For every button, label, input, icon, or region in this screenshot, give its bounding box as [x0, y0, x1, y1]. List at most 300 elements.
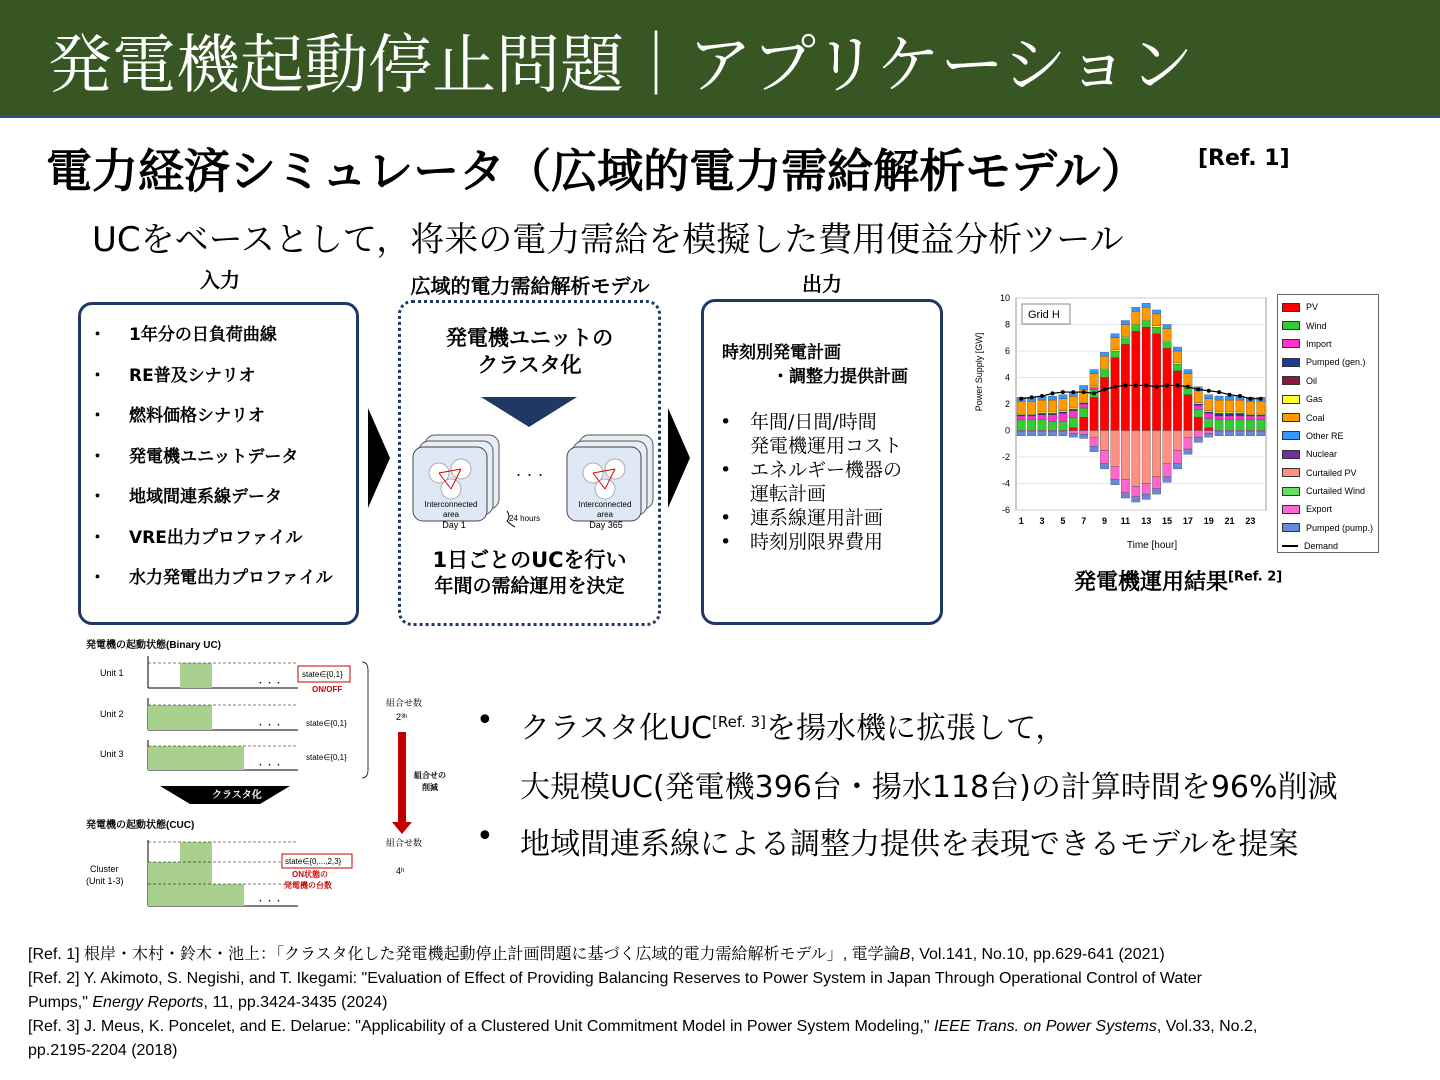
chart-bar	[1225, 420, 1233, 431]
chart-bar	[1152, 314, 1160, 326]
chart-bar	[1059, 411, 1067, 412]
reference-line: Pumps," Energy Reports, 11, pp.3424-3435 (2024)	[28, 994, 388, 1011]
chart-bar	[1111, 338, 1119, 350]
chart-demand-point	[1092, 391, 1096, 395]
chart-bar	[1194, 437, 1202, 442]
reference-line: pp.2195-2204 (2018)	[28, 1042, 178, 1059]
chart-bar	[1017, 415, 1025, 416]
chart-bar	[1257, 413, 1265, 414]
chart-bar	[1017, 420, 1025, 431]
generation-chart	[966, 288, 1276, 556]
chart-bar	[1142, 327, 1150, 430]
chart-bar	[1152, 334, 1160, 431]
chart-bar	[1121, 338, 1129, 345]
chart-bar	[1225, 416, 1233, 420]
chart-bar	[1184, 395, 1192, 431]
chart-bar	[1184, 431, 1192, 438]
chart-bar	[1111, 480, 1119, 485]
chart-demand-point	[1082, 390, 1086, 394]
legend-swatch	[1282, 376, 1300, 385]
chart-bar	[1048, 412, 1056, 413]
output-item: • 時刻別限界費用	[704, 530, 940, 554]
chart-demand-point	[1155, 385, 1159, 389]
chart-bar	[1048, 421, 1056, 430]
chart-bar	[1246, 432, 1254, 436]
legend-item	[1278, 464, 1378, 482]
chart-bar	[1121, 493, 1129, 498]
legend-label: Curtailed Wind	[1306, 486, 1366, 497]
flow-arrow-icon	[368, 408, 390, 508]
chart-bar	[1184, 437, 1192, 449]
chart-bar	[1173, 371, 1181, 431]
reference-line: [Ref. 2] Y. Akimoto, S. Negishi, and T. Ikegami: "Evaluation of Effect of Providing Balancing Reserves to Power System in Japan Through Operational Control of Water	[28, 970, 1202, 987]
cluster-label: Cluster	[90, 864, 119, 874]
combo-count-label: 組合せ数	[386, 838, 423, 848]
references	[28, 943, 1428, 1063]
legend-swatch	[1282, 487, 1300, 496]
state-cluster-label: state∈{0,...,2,3}	[285, 857, 342, 866]
chart-bar	[1069, 431, 1077, 434]
input-item: ・ 発電機ユニットデータ	[81, 437, 356, 478]
chart-x-tick: 11	[1120, 516, 1131, 526]
input-list	[81, 315, 356, 599]
chart-bar	[1173, 450, 1181, 463]
chart-bar	[1069, 409, 1077, 410]
area-label: area	[442, 510, 459, 519]
legend-item	[1278, 335, 1378, 353]
chart-bar	[1205, 428, 1213, 431]
chart-demand-point	[1175, 383, 1179, 387]
chart-bar	[1017, 431, 1025, 432]
chart-bar	[1163, 328, 1171, 340]
chart-legend	[1277, 294, 1379, 553]
chart-bar	[1132, 325, 1140, 332]
chart-bar	[1132, 431, 1140, 487]
chart-bar	[1225, 413, 1233, 416]
legend-label: Gas	[1306, 394, 1323, 405]
slide-title: 発電機起動停止問題｜アプリケーション	[48, 29, 1194, 103]
chart-bar	[1090, 374, 1098, 386]
chart-bar	[1205, 419, 1213, 428]
legend-label: Wind	[1306, 320, 1327, 331]
chart-bar	[1038, 432, 1046, 436]
legend-label: Curtailed PV	[1306, 467, 1357, 478]
chart-bar	[1100, 378, 1108, 431]
legend-swatch	[1282, 505, 1300, 514]
chart-bar	[1152, 327, 1160, 334]
chart-bar	[1090, 387, 1098, 390]
chart-demand-point	[1123, 383, 1127, 387]
chart-bar	[1194, 391, 1202, 403]
legend-label: Pumped (gen.)	[1306, 357, 1366, 368]
chart-caption-text: 発電機運用結果	[1074, 570, 1229, 595]
chart-bar	[1142, 494, 1150, 499]
legend-item	[1278, 390, 1378, 408]
chart-bar	[1048, 432, 1056, 436]
chart-y-tick: 8	[1004, 319, 1010, 330]
description: UCをベースとして，将来の電力需給を模擬した費用便益分析ツール	[92, 220, 1124, 260]
chart-bar	[1225, 432, 1233, 436]
legend-label: PV	[1306, 302, 1319, 313]
chart-bar	[1132, 486, 1140, 497]
chart-bar	[1080, 408, 1088, 417]
chart-bar	[1027, 415, 1035, 416]
legend-swatch	[1282, 431, 1300, 440]
chart-bar	[1215, 396, 1223, 400]
chart-bar	[1194, 417, 1202, 430]
chart-bar	[1257, 432, 1265, 436]
chart-bar	[1090, 431, 1098, 438]
plot-ellipsis: ・・・	[256, 720, 284, 730]
legend-item	[1278, 353, 1378, 371]
uc-cluster-diagram	[80, 636, 450, 926]
chart-bar	[1142, 303, 1150, 307]
legend-item	[1278, 298, 1378, 316]
chart-demand-point	[1071, 390, 1075, 394]
chart-bar	[1163, 348, 1171, 430]
model-heading: 広域的電力需給解析モデル	[410, 274, 650, 298]
chart-x-tick: 7	[1081, 516, 1087, 526]
chart-bar	[1225, 400, 1233, 412]
chart-bar	[1069, 428, 1077, 431]
combo-count-binary: 2³ʰ	[396, 712, 408, 722]
legend-label: Oil	[1306, 375, 1317, 386]
chart-bar	[1173, 347, 1181, 351]
legend-item	[1278, 316, 1378, 334]
chart-bar	[1059, 421, 1067, 430]
chart-bar	[1038, 400, 1046, 412]
chart-bar	[1246, 431, 1254, 432]
chart-demand-point	[1113, 385, 1117, 389]
chart-bar	[1236, 416, 1244, 420]
chart-bar	[1215, 416, 1223, 420]
chart-bar	[1142, 484, 1150, 495]
chart-bar	[1257, 415, 1265, 416]
input-item: ・ 水力発電出力プロファイル	[81, 558, 356, 599]
chart-bar	[1080, 431, 1088, 435]
chart-demand-point	[1186, 385, 1190, 389]
chart-bar	[1017, 401, 1025, 413]
model-box	[398, 300, 661, 626]
chart-x-tick: 19	[1203, 516, 1214, 526]
reduce-label: 削減	[422, 783, 438, 792]
chart-bar	[1132, 311, 1140, 323]
chart-bar	[1215, 432, 1223, 436]
chart-bar	[1017, 432, 1025, 436]
legend-swatch	[1282, 395, 1300, 404]
chart-bar	[1048, 413, 1056, 414]
output-list	[704, 410, 940, 554]
chart-bar	[1184, 374, 1192, 386]
chart-bar	[1205, 411, 1213, 412]
input-item: ・ 地域間連系線データ	[81, 477, 356, 518]
output-title: ・調整力提供計画	[772, 367, 908, 387]
chart-bar	[1152, 477, 1160, 489]
chart-bar	[1142, 321, 1150, 328]
chart-bar	[1142, 307, 1150, 319]
chart-x-tick: 5	[1060, 516, 1066, 526]
chart-caption-ref: [Ref. 2]	[1228, 569, 1283, 585]
output-heading: 出力	[802, 272, 842, 296]
chart-bar	[1111, 350, 1119, 351]
chart-bar	[1184, 449, 1192, 454]
chart-bar	[1225, 412, 1233, 413]
chart-demand-point	[1040, 394, 1044, 398]
chart-bar	[1100, 450, 1108, 463]
chart-bar	[1100, 464, 1108, 469]
legend-swatch	[1282, 339, 1300, 348]
reference-line: [Ref. 3] J. Meus, K. Poncelet, and E. Delarue: "Applicability of a Clustered Unit Commitment Model in Power System Modeling," IEEE Trans. on Power Systems, Vol.33, No.2,	[28, 1018, 1258, 1035]
chart-bar	[1205, 413, 1213, 418]
chart-demand-point	[1238, 394, 1242, 398]
chart-bar	[1257, 401, 1265, 413]
legend-item	[1278, 445, 1378, 463]
combo-count-cluster: 4ʰ	[396, 866, 405, 876]
legend-label: Pumped (pump.)	[1306, 522, 1374, 533]
chart-y-axis-label: Power Supply [GW]	[974, 332, 984, 412]
chart-demand-point	[1228, 393, 1232, 397]
chart-bar	[1173, 363, 1181, 364]
on-off-label: ON/OFF	[312, 685, 343, 694]
chart-demand-point	[1165, 383, 1169, 387]
chart-bar	[1027, 431, 1035, 432]
chart-bar	[1059, 399, 1067, 411]
legend-item	[1278, 427, 1378, 445]
chart-bar	[1173, 464, 1181, 469]
chart-bar	[1236, 413, 1244, 416]
chart-bar	[1163, 325, 1171, 329]
chart-bar	[1090, 437, 1098, 446]
chart-bar	[1121, 480, 1129, 493]
chart-x-tick: 9	[1102, 516, 1108, 526]
chart-demand-point	[1259, 397, 1263, 401]
section-heading-ref: [Ref. 1]	[1198, 146, 1290, 171]
chart-bar	[1048, 431, 1056, 432]
plot-ellipsis: ・・・	[256, 896, 284, 906]
day-first-label: Day 1	[442, 520, 466, 530]
input-item: ・ VRE出力プロファイル	[81, 518, 356, 559]
chart-bar	[1038, 415, 1046, 420]
chart-bar	[1121, 325, 1129, 337]
output-item: • エネルギー機器の 運転計画	[704, 458, 940, 506]
chart-bar	[1080, 434, 1088, 438]
chart-bar	[1111, 351, 1119, 358]
chart-bar	[1111, 358, 1119, 431]
chart-bar	[1121, 336, 1129, 337]
legend-item	[1278, 500, 1378, 518]
chart-demand-point	[1144, 383, 1148, 387]
state-binary-label: state∈{0,1}	[306, 753, 347, 762]
unit-label: Unit 1	[100, 668, 124, 678]
chart-bar	[1038, 420, 1046, 431]
chart-bar	[1236, 400, 1244, 412]
chart-bar	[1111, 466, 1119, 479]
on-count-label: ON状態の	[292, 870, 328, 879]
chart-bar	[1257, 416, 1265, 420]
output-box	[701, 299, 943, 625]
area-label: Interconnected	[424, 500, 478, 509]
combo-count-label: 組合せ数	[386, 698, 423, 708]
chart-x-tick: 21	[1224, 516, 1235, 526]
chart-bar	[1152, 431, 1160, 477]
cluster-label: (Unit 1-3)	[86, 876, 124, 886]
chart-bar	[1142, 431, 1150, 484]
chart-title: Grid H	[1028, 309, 1060, 321]
chart-bar	[1069, 396, 1077, 408]
chart-bar	[1027, 413, 1035, 414]
brace-icon	[362, 662, 368, 778]
chart-bar	[1100, 431, 1108, 451]
chart-bar	[1215, 413, 1223, 416]
chart-bar	[1059, 432, 1067, 436]
chart-bar	[1215, 420, 1223, 431]
legend-item	[1278, 519, 1378, 537]
model-bottom-text: 年間の需給運用を決定	[434, 575, 625, 597]
legend-swatch	[1282, 358, 1300, 367]
chart-bar	[1246, 416, 1254, 420]
day-last-label: Day 365	[589, 520, 623, 530]
chart-bar	[1132, 497, 1140, 502]
chart-bar	[1205, 395, 1213, 399]
chart-y-tick: 2	[1004, 399, 1010, 409]
chart-bar	[1027, 401, 1035, 413]
chart-bar	[1048, 400, 1056, 412]
chart-bar	[1236, 412, 1244, 413]
chart-bar	[1048, 396, 1056, 400]
chart-bar	[1163, 340, 1171, 341]
model-bottom-text: 1日ごとのUCを行い	[432, 548, 627, 572]
chart-bar	[1236, 420, 1244, 431]
chart-bar	[1017, 416, 1025, 420]
chart-demand-point	[1217, 390, 1221, 394]
chart-bar	[1184, 370, 1192, 374]
chart-bar	[1194, 403, 1202, 404]
flow-arrow-icon	[668, 408, 690, 508]
chart-bar	[1246, 420, 1254, 431]
chart-bar	[1080, 417, 1088, 430]
chart-bar	[1194, 431, 1202, 438]
chart-bar	[1090, 385, 1098, 386]
chart-bar	[1027, 416, 1035, 420]
chart-bar	[1132, 307, 1140, 311]
section-heading: 電力経済シミュレータ（広域的電力需給解析モデル）	[46, 144, 1147, 198]
chart-bar	[1038, 412, 1046, 413]
chart-bar	[1246, 415, 1254, 416]
chart-bar	[1069, 411, 1077, 418]
chart-y-tick: -6	[1001, 505, 1010, 515]
chart-x-tick: 17	[1182, 516, 1193, 526]
chart-bar	[1152, 326, 1160, 327]
chart-y-tick: 10	[999, 293, 1010, 303]
state-binary-label: state∈{0,1}	[306, 719, 347, 728]
chart-bar	[1100, 352, 1108, 356]
chart-bar	[1080, 404, 1088, 408]
chart-y-tick: -2	[1001, 452, 1010, 462]
chart-bar	[1215, 412, 1223, 413]
chart-bar	[1027, 432, 1035, 436]
chart-bar	[1163, 477, 1171, 482]
chart-y-tick: 0	[1004, 425, 1010, 436]
ellipsis: ・・・	[513, 470, 546, 482]
chart-bar	[1194, 405, 1202, 409]
reduce-label: 組合せの	[414, 771, 446, 780]
legend-item	[1278, 408, 1378, 426]
chart-bar	[1059, 431, 1067, 432]
legend-item	[1278, 372, 1378, 390]
legend-label: Import	[1306, 338, 1332, 349]
chart-demand-point	[1196, 387, 1200, 391]
chart-x-tick: 1	[1018, 516, 1024, 526]
on-count-label: 発電機の台数	[284, 881, 332, 890]
chart-bar	[1173, 351, 1181, 363]
plot-ellipsis: ・・・	[256, 760, 284, 770]
chart-x-tick: 3	[1039, 516, 1045, 526]
chart-bar	[1027, 420, 1035, 431]
chart-bar	[1163, 431, 1171, 464]
chart-caption	[1074, 565, 1282, 596]
binary-uc-title: 発電機の起動状態(Binary UC)	[86, 640, 222, 651]
chart-bar	[1048, 415, 1056, 422]
hours-label: 24 hours	[509, 514, 541, 523]
chart-bar	[1257, 431, 1265, 432]
bullet-2-text: 地域間連系線による調整力提供を表現できるモデルを提案	[520, 827, 1299, 862]
chart-bar	[1121, 431, 1129, 480]
chart-bar	[1215, 400, 1223, 412]
chart-demand-point	[1061, 390, 1065, 394]
chart-bar	[1205, 399, 1213, 411]
legend-swatch	[1282, 450, 1300, 459]
chart-bar	[1246, 401, 1254, 413]
chart-bar	[1236, 432, 1244, 436]
legend-label: Export	[1306, 504, 1333, 515]
chart-bar	[1163, 464, 1171, 477]
chart-x-tick: 15	[1162, 516, 1173, 526]
input-box	[78, 302, 359, 625]
legend-swatch	[1282, 523, 1300, 532]
output-item: • 年間/日間/時間 発電機運用コスト	[704, 410, 940, 458]
cuc-title: 発電機の起動状態(CUC)	[86, 820, 195, 831]
chart-bar	[1111, 431, 1119, 467]
unit-label: Unit 3	[100, 749, 124, 759]
output-item: • 連系線運用計画	[704, 506, 940, 530]
legend-label: Coal	[1306, 412, 1325, 423]
bullet-1-ref: [Ref. 3]	[712, 713, 766, 731]
chart-x-tick: 13	[1141, 516, 1152, 526]
chart-bar	[1215, 431, 1223, 432]
chart-bar	[1152, 310, 1160, 314]
chart-bar	[1194, 404, 1202, 405]
chart-y-tick: 4	[1004, 372, 1010, 383]
state-binary-label: state∈{0,1}	[302, 670, 343, 679]
chart-bar	[1205, 431, 1213, 434]
chart-demand-point	[1103, 387, 1107, 391]
plot-ellipsis: ・・・	[256, 678, 284, 688]
chart-bar	[1080, 401, 1088, 402]
reduction-arrow-icon	[392, 822, 412, 834]
legend-label: Demand	[1304, 541, 1339, 552]
chart-bar	[1152, 489, 1160, 494]
chart-bar	[1246, 413, 1254, 414]
chart-bar	[1205, 433, 1213, 437]
chart-demand-point	[1248, 397, 1252, 401]
chart-demand-point	[1050, 391, 1054, 395]
reduction-arrow-shaft	[398, 732, 406, 824]
chart-bar	[1163, 342, 1171, 349]
input-item: ・ RE普及シナリオ	[81, 356, 356, 397]
down-triangle-icon	[481, 397, 577, 427]
unit-label: Unit 2	[100, 709, 124, 719]
chart-bar	[1132, 331, 1140, 430]
